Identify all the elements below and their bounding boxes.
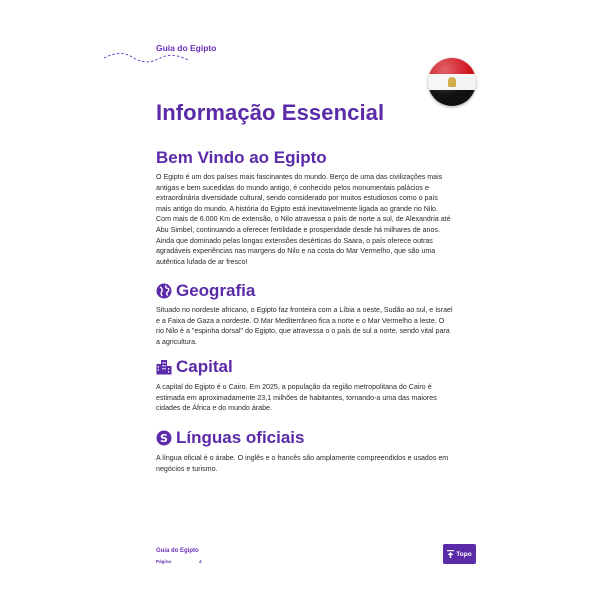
header-title: Guia do Egipto xyxy=(156,43,217,53)
page-title: Informação Essencial xyxy=(156,100,385,125)
footer-page-number: 4 xyxy=(199,559,202,564)
arrow-up-icon xyxy=(447,550,454,558)
geography-heading-text: Geografia xyxy=(176,281,256,300)
welcome-heading xyxy=(156,148,327,168)
capital-heading-text: Capital xyxy=(176,357,233,376)
languages-text: A língua oficial é o árabe. O inglês e o francês são amplamente compreendidos e usados em negócios e turismo. xyxy=(156,454,449,473)
geography-text: Situado no nordeste africano, o Egipto faz fronteira com a Líbia a oeste, Sudão ao sul, e Israel e a Faixa de Gaza a nordeste. O Mar Mediterrâneo fica a norte e o Mar Vermelho a leste. O rio Nilo é a "espinha dorsal" do Egipto, que atravessa o o país de sul a norte, sendo vital para a agricultura. xyxy=(156,306,453,346)
welcome-heading-text: Bem Vindo ao Egipto xyxy=(156,148,327,167)
city-icon xyxy=(156,359,172,375)
capital-heading xyxy=(156,357,233,377)
footer-page-label: Página xyxy=(156,559,172,564)
back-to-top-button[interactable] xyxy=(443,544,476,564)
header-decoration xyxy=(102,46,192,68)
language-icon xyxy=(156,430,172,446)
svg-text:S: S xyxy=(160,432,168,445)
back-to-top-label: Topo xyxy=(456,550,472,558)
geography-heading xyxy=(156,281,255,301)
capital-text: A capital do Egipto é o Cairo. Em 2025, a população da região metropolitana do Cairo é estimada em aproximadamente 23,1 milhões de habitantes, tornando-a uma das maiores cidades de África e do mundo árabe. xyxy=(156,383,437,413)
welcome-text: O Egipto é um dos países mais fascinantes do mundo. Berço de uma das civilizações mais antigas e bem sucedidas do mundo antigo, é conhecido pelos monumentais palácios e extraordinária diversidade cultural, sendo considerado por muitos estudiosos como o país mais antigo do mundo. A história do Egipto está inevitavelmente ligada ao grande rio Nilo. Com mais de 6.000 Km de extensão, o Nilo atravessa o país de norte a sul, de Alexandria até Abu Simbel, continuando a oferecer fertilidade e prosperidade desde há milhares de anos. Ainda que dominado pelas longas extensões desérticas do Saara, o país oferece outras agradáveis experiências nas margens do Nilo e na costa do Mar Vermelho, que são uma autêntica lufada de ar fresco! xyxy=(156,173,451,266)
languages-heading xyxy=(156,428,304,448)
footer-title: Guia do Egipto xyxy=(156,548,199,554)
egypt-flag-icon xyxy=(428,58,476,106)
globe-icon xyxy=(156,283,172,299)
languages-heading-text: Línguas oficiais xyxy=(176,428,305,447)
